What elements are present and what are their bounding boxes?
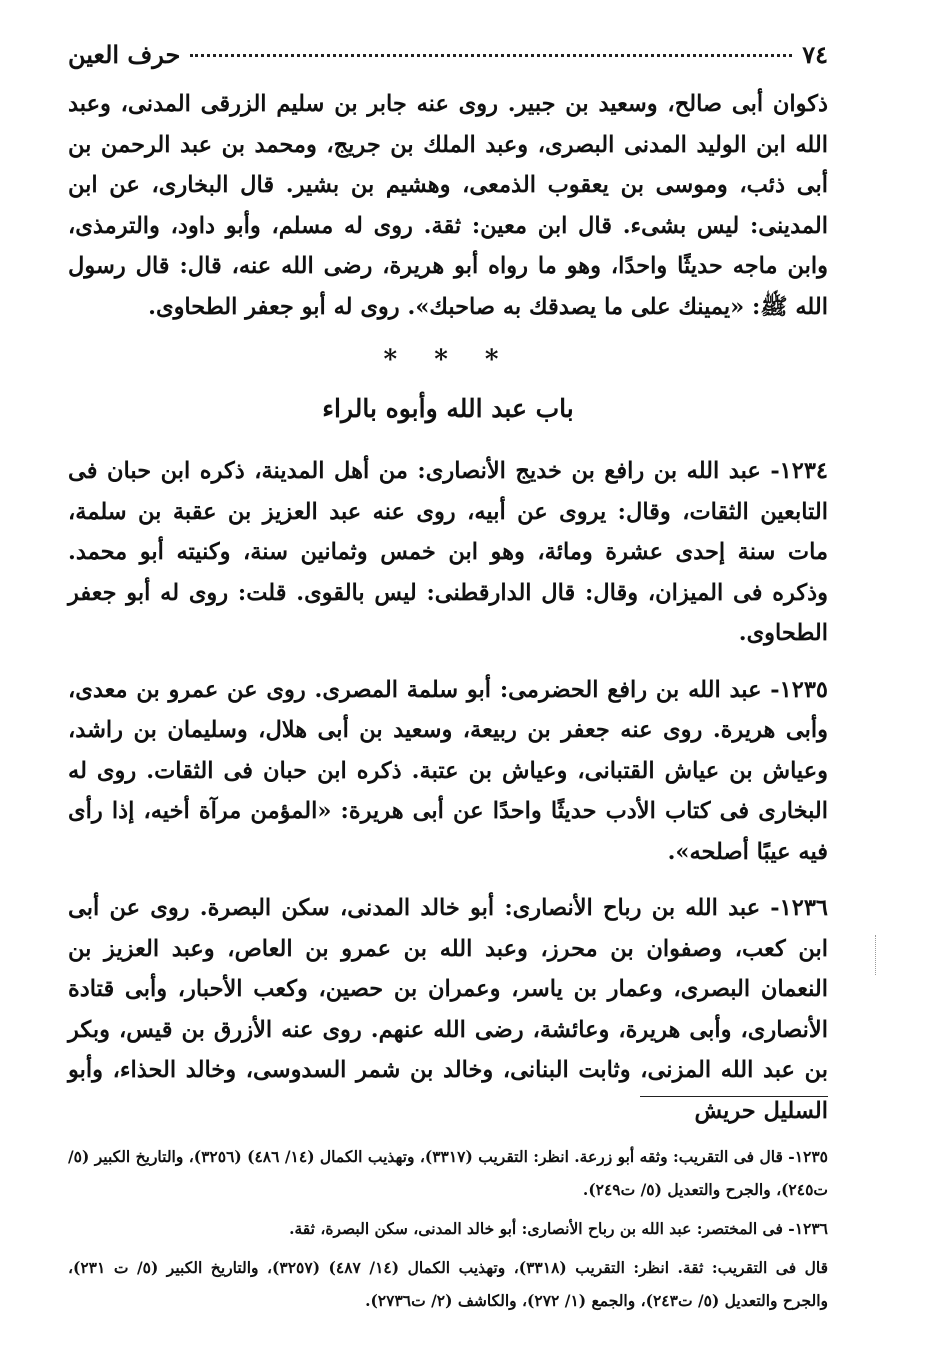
- footnotes: [68, 1140, 828, 1323]
- page-number: ٧٤: [802, 40, 828, 69]
- entry-1236: ١٢٣٦- عبد الله بن رباح الأنصارى: أبو خالد المدنى، سكن البصرة. روى عن أبى ابن كعب، وصفوان بن محرز، وعبد الله بن عمرو بن العاص، وعبد العزيز بن النعمان البصرى، وعمار بن ياسر، وعمران بن حصين، وكعب الأحبار، وأبى قتادة الأنصارى، وأبى هريرة، وعائشة، رضى الله عنهم. روى عنه الأزرق بن قيس، وبكر بن عبد الله المزنى، وثابت البنانى، وخالد بن شمر السدوسى، وخالد الحذاء، وأبو السليل حريش: [68, 895, 828, 1124]
- continued-paragraph: ذكوان أبى صالح، وسعيد بن جبير. روى عنه جابر بن سليم الزرقى المدنى، وعبد الله ابن الوليد المدنى البصرى، وعبد الملك بن جريج، ومحمد بن عبد الرحمن بن أبى ذئب، وموسى بن يعقوب الذمعى، وهشيم بن بشير. قال البخارى، عن ابن المدينى: ليس بشىء. قال ابن معين: ثقة. روى له مسلم، وأبو داود، والترمذى، وابن ماجه حديثًا واحدًا، وهو ما رواه أبو هريرة، رضى الله عنه، قال: قال رسول الله ﷺ: «يمينك على ما يصدقك به صاحبك». روى له أبو جعفر الطحاوى.: [68, 91, 828, 320]
- page-header: [68, 40, 828, 84]
- footnote-1235: ١٢٣٥- قال فى التقريب: وثقه أبو زرعة. انظر: التقريب (٣٣١٧)، وتهذيب الكمال (١٤/ ٤٨٦) (٣٢٥٦)، والتاريخ الكبير (٥/ ت٢٤٥)، والجرح والتعديل (٥/ ت٢٤٩).: [68, 1147, 829, 1199]
- footnote-1236-a: ١٢٣٦- فى المختصر: عبد الله بن رباح الأنصارى: أبو خالد المدنى، سكن البصرة، ثقة.: [289, 1219, 828, 1238]
- footnote-rule: [640, 1096, 828, 1097]
- running-title: حرف العين: [68, 40, 181, 69]
- page: [68, 40, 828, 1147]
- footnote-1236-b: قال فى التقريب: ثقة. انظر: التقريب (٣٣١٨)، وتهذيب الكمال (١٤/ ٤٨٧) (٣٢٥٧)، والتاريخ الكبير (٥/ ت ٢٣١)، والجرح والتعديل (٥/ ت٢٤٣)، والجمع (١/ ٢٧٢)، والكاشف (٢/ ت٢٧٣٦).: [68, 1258, 829, 1310]
- entry-1234: ١٢٣٤- عبد الله بن رافع بن خديج الأنصارى: من أهل المدينة، ذكره ابن حبان فى التابعين الثقات، وقال: يروى عن أبيه، روى عنه عبد العزيز بن عقبة بن سلمة، مات سنة إحدى عشرة ومائة، وهو ابن خمس وثمانين سنة، وكنيته أبو محمد. وذكره فى الميزان، وقال: قال الدارقطنى: ليس بالقوى. قلت: روى له أبو جعفر الطحاوى.: [68, 458, 828, 646]
- margin-mark: [875, 935, 878, 975]
- entry-1235: ١٢٣٥- عبد الله بن رافع الحضرمى: أبو سلمة المصرى. روى عن عمرو بن معدى، وأبى هريرة. روى عنه جعفر بن ربيعة، وسعيد بن أبى هلال، وسليمان بن راشد، وعياش بن عياش القتبانى، وعياش بن عتبة. ذكره ابن حبان فى الثقات. روى له البخارى فى كتاب الأدب حديثًا واحدًا عن أبى هريرة: «المؤمن مرآة أخيه، إذا رأى فيه عيبًا أصلحه».: [68, 676, 828, 865]
- section-heading: باب عبد الله وأبوه بالراء: [322, 394, 574, 423]
- section-separator: * * *: [383, 345, 513, 375]
- leader-dots: [190, 54, 792, 57]
